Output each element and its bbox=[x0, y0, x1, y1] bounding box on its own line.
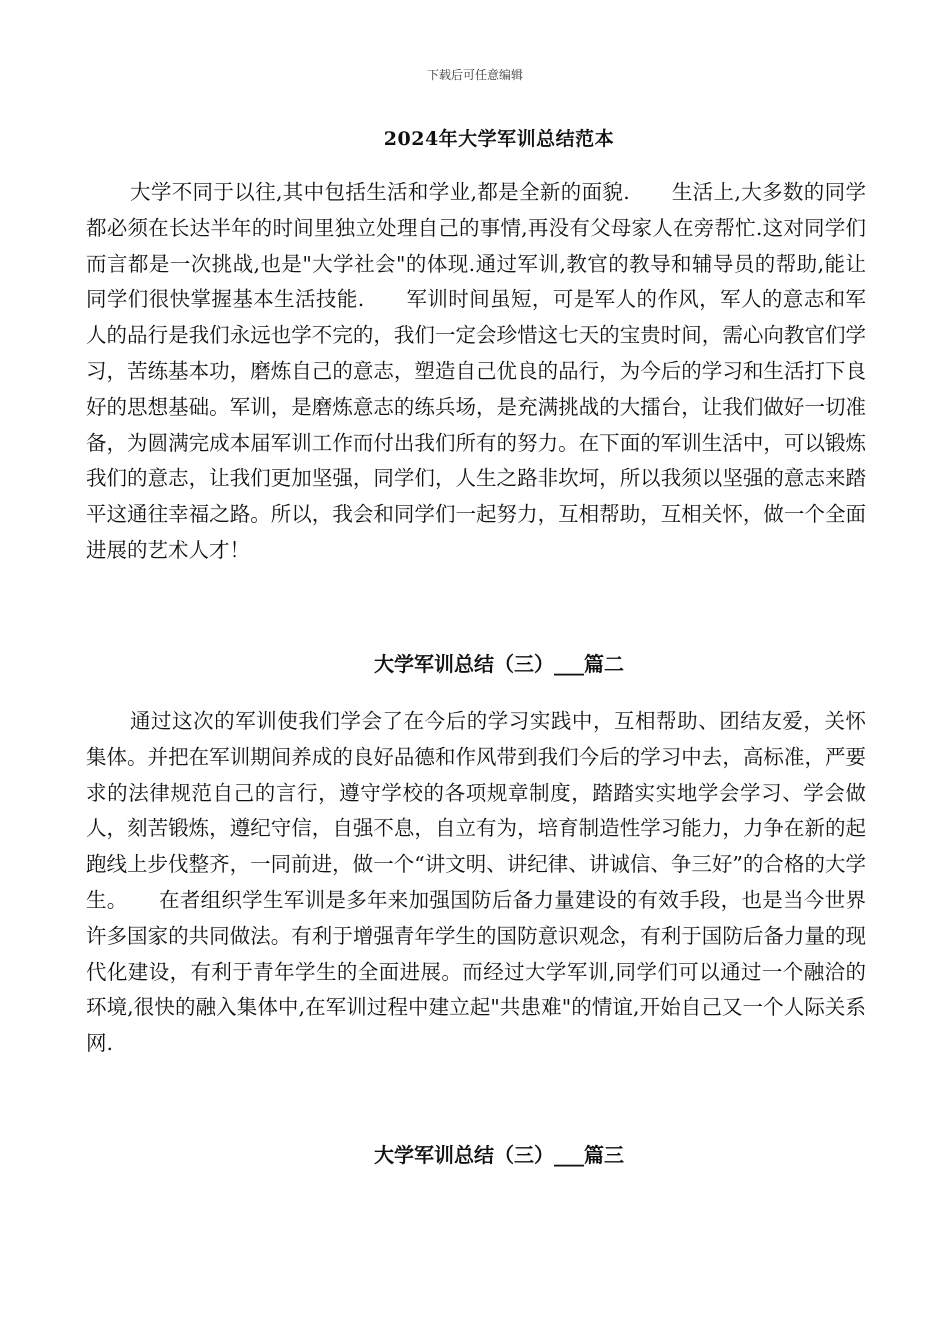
section-heading-2: 大学军训总结（三）___篇二 bbox=[374, 652, 624, 676]
header-note: 下载后可任意编辑 bbox=[426, 68, 523, 82]
section-heading-3: 大学军训总结（三）___篇三 bbox=[374, 1143, 624, 1167]
document-title: 2024年大学军训总结范本 bbox=[383, 128, 615, 150]
paragraph-1: 大学不同于以往,其中包括生活和学业,都是全新的面貌. 生活上,大多数的同学都必须在长达半年的时间里独立处理自己的事情,再没有父母家人在旁帮忙.这对同学们而言都是一次挑战,也是"大学社会"的体现.通过军训,教官的教导和辅导员的帮助,能让同学们很快掌握基本生活技能. 军训时间虽短，可是军人的作风，军人的意志和军人的品行是我们永远也学不完的，我们一定会珍惜这七天的宝贵时间，需心向教官们学习，苦练基本功，磨炼自己的意志，塑造自己优良的品行，为今后的学习和生活打下良好的思想基础。军训，是磨炼意志的练兵场，是充满挑战的大擂台，让我们做好一切准备，为圆满完成本届军训工作而付出我们所有的努力。在下面的军训生活中，可以锻炼我们的意志，让我们更加坚强，同学们，人生之路非坎坷，所以我须以坚强的意志来踏平这通往幸福之路。所以，我会和同学们一起努力，互相帮助，互相关怀，做一个全面进展的艺术人才！ bbox=[86, 180, 866, 562]
paragraph-2: 通过这次的军训使我们学会了在今后的学习实践中，互相帮助、团结友爱，关怀集体。并把在军训期间养成的良好品德和作风带到我们今后的学习中去，高标准，严要求的法律规范自己的言行，遵守学校的各项规章制度，踏踏实实地学会学习、学会做人，刻苦锻炼，遵纪守信，自强不息，自立有为，培育制造性学习能力，力争在新的起跑线上步伐整齐，一同前进，做一个“讲文明、讲纪律、讲诚信、争三好”的合格的大学生。 在者组织学生军训是多年来加强国防后备力量建设的有效手段，也是当今世界许多国家的共同做法。有利于增强青年学生的国防意识观念，有利于国防后备力量的现代化建设，有利于青年学生的全面进展。而经过大学军训,同学们可以通过一个融洽的环境,很快的融入集体中,在军训过程中建立起"共患难"的情谊,开始自己又一个人际关系网. bbox=[86, 709, 866, 1056]
